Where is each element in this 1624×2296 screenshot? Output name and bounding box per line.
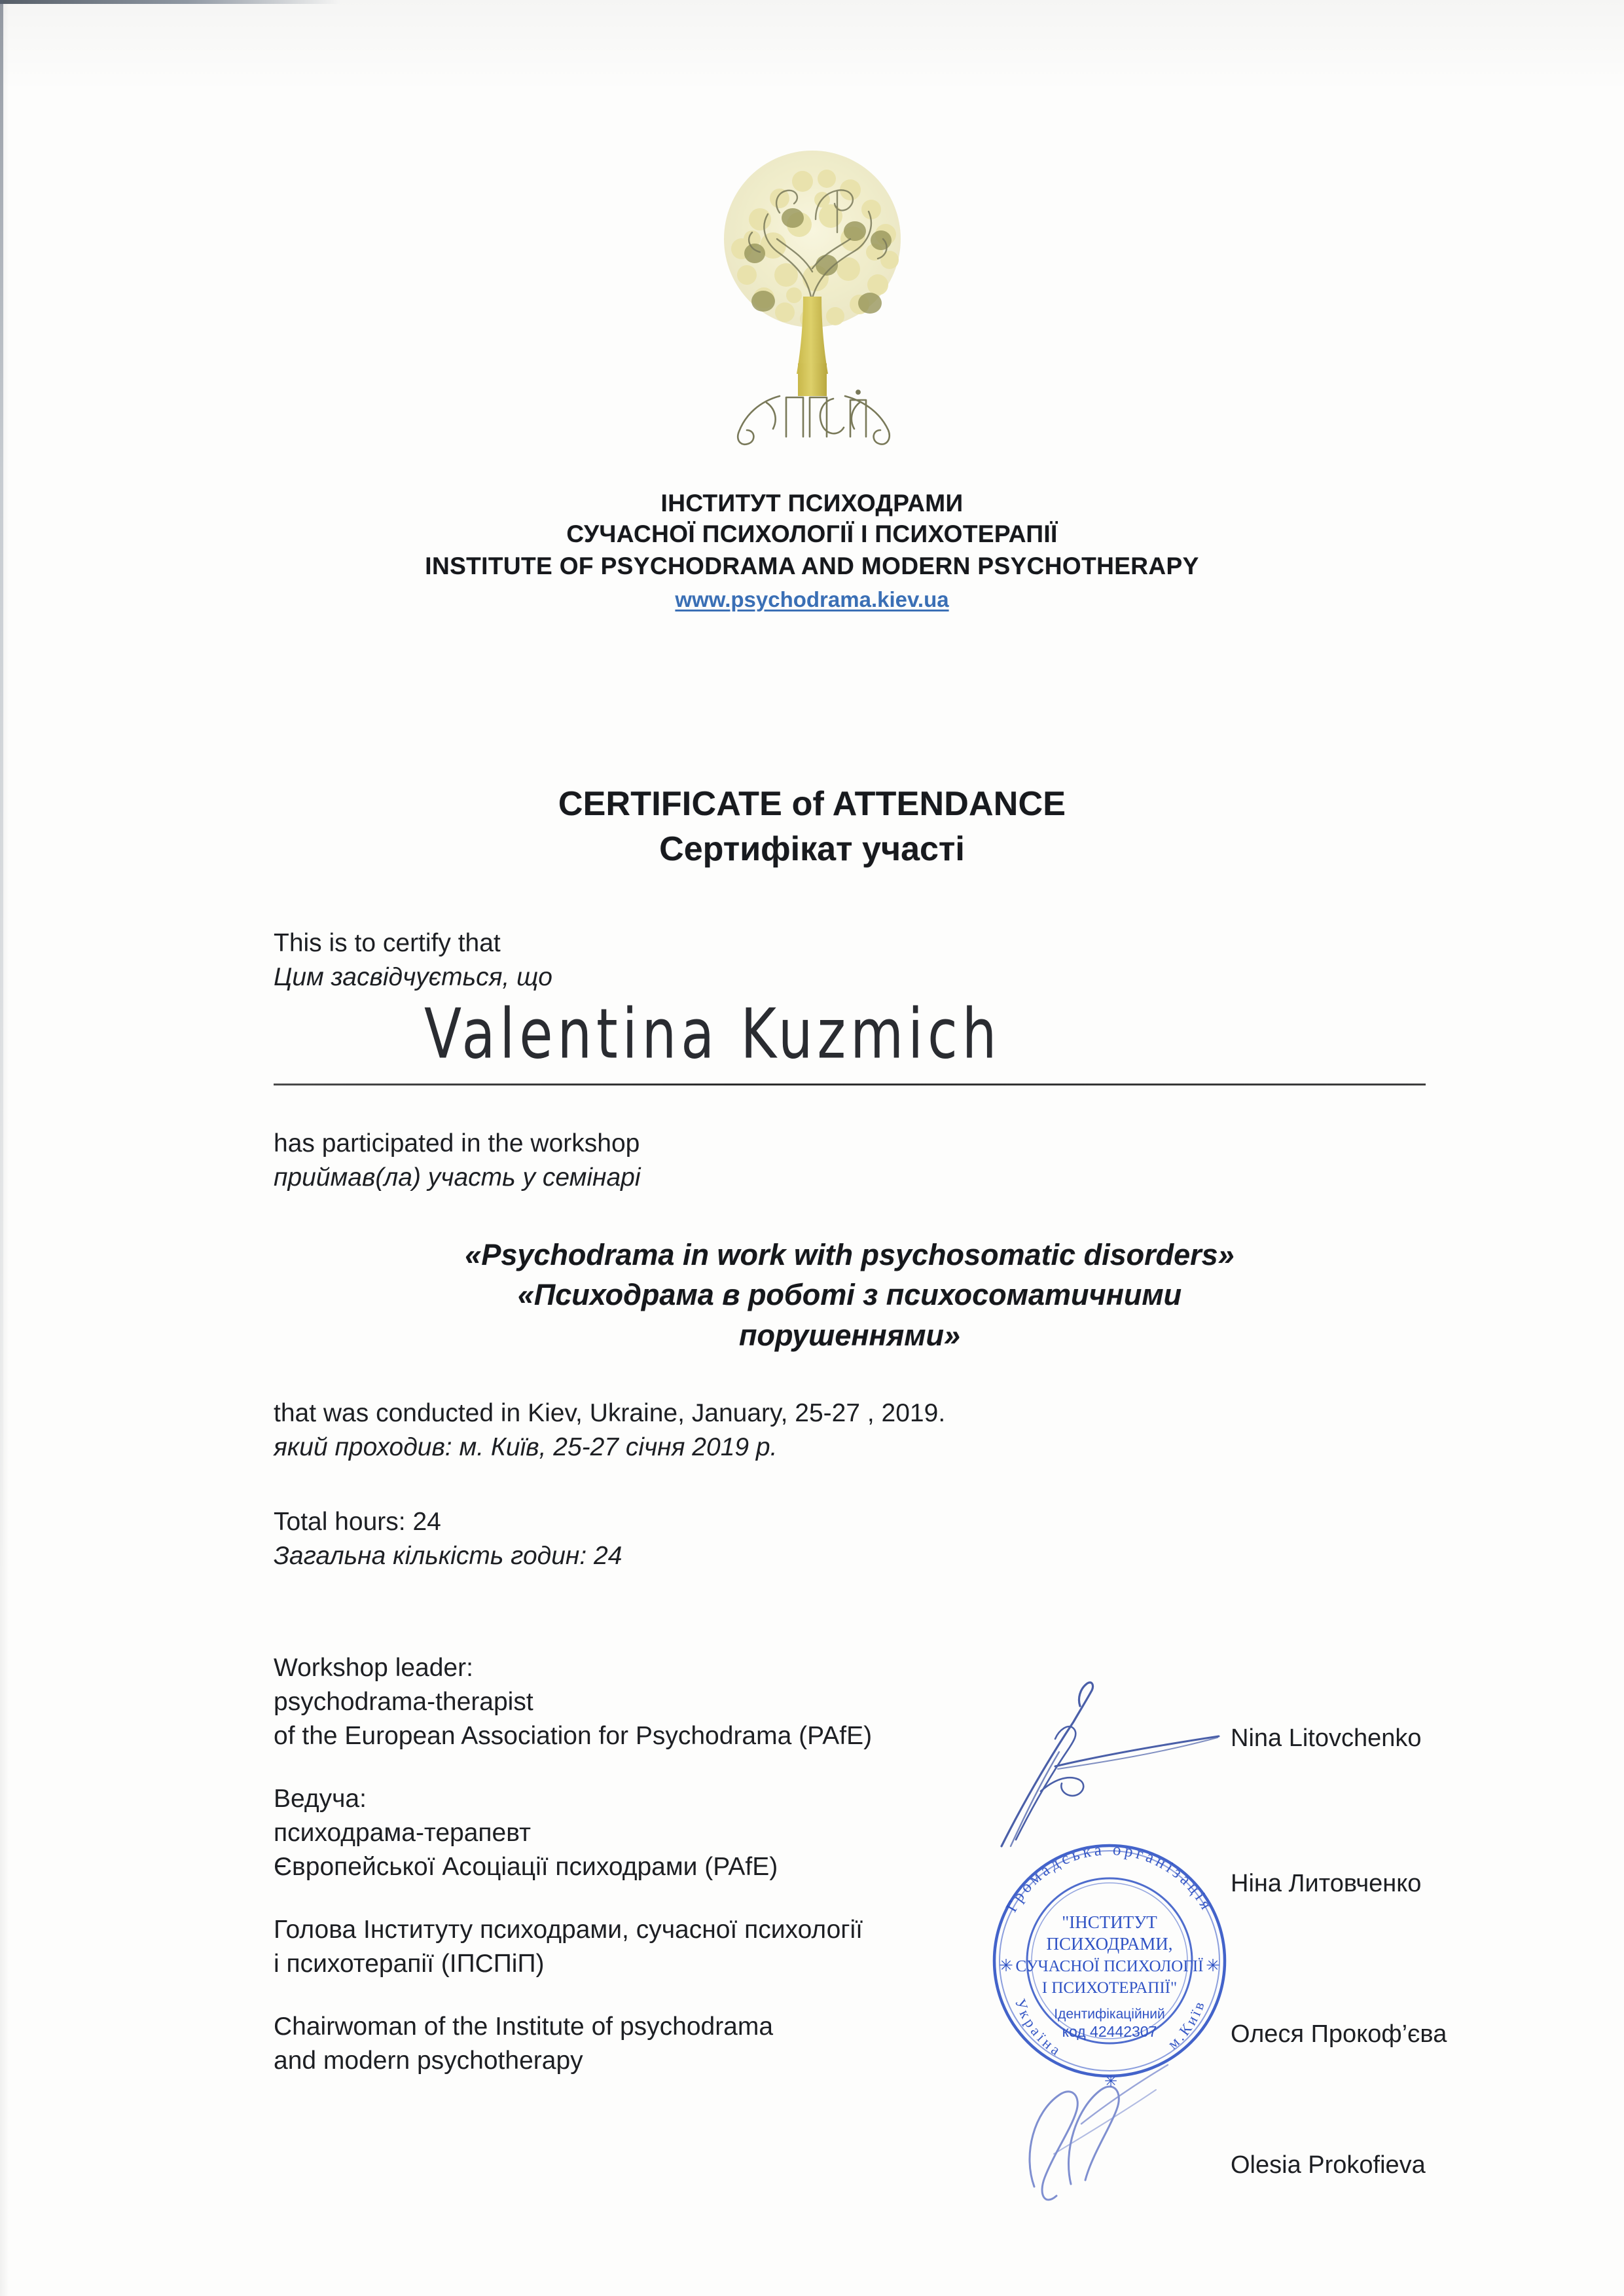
signatory-name-leader-en: Nina Litovchenko [1231, 1724, 1422, 1752]
stamp-inner-line-1: "ІНСТИТУТ [1062, 1912, 1157, 1932]
leader-en-line-2: psychodrama-therapist [274, 1688, 533, 1716]
chair-ua-line-1: Голова Інституту психодрами, сучасної психології [274, 1916, 863, 1944]
stamp-star-left-icon: ✳ [999, 1956, 1013, 1975]
conducted-line-en: that was conducted in Kiev, Ukraine, January, 25-27 , 2019. [274, 1399, 946, 1427]
signatory-name-chair-en: Olesia Prokofieva [1231, 2151, 1426, 2179]
stamp-inner-line-2: ПСИХОДРАМИ, [1046, 1934, 1173, 1954]
header-en-line: INSTITUTE OF PSYCHODRAMA AND MODERN PSYCHOTHERAPY [425, 553, 1199, 579]
psychodrama-tree-logo [681, 141, 943, 448]
certificate-body [274, 926, 1426, 1573]
stamp-id-code: код 42442307 [1062, 2023, 1157, 2040]
stamp-outer-bottom-left-text: Україна [1011, 1996, 1066, 2060]
stamp-star-bottom-icon: ✳ [1104, 2073, 1118, 2090]
workshop-title-ua-line-1: «Психодрама в роботі з психосоматичними [517, 1278, 1182, 1311]
workshop-title [293, 1235, 1406, 1356]
certify-line-en: This is to certify that [274, 929, 501, 957]
header-ua-line-1: ІНСТИТУТ ПСИХОДРАМИ [660, 490, 964, 517]
official-round-stamp [965, 1817, 1254, 2105]
stamp-star-right-icon: ✳ [1206, 1956, 1220, 1975]
leader-ua-line-3: Європейської Асоціації психодрами (PAfE) [274, 1853, 778, 1881]
website-link[interactable]: www.psychodrama.kiev.ua [675, 587, 949, 611]
title-ukrainian: Сертифікат участі [659, 830, 965, 868]
name-underline-rule [274, 1084, 1426, 1085]
participant-name-row [274, 994, 1426, 1098]
certify-line-ua: Цим засвідчується, що [274, 963, 552, 991]
svg-text:м.Київ [1164, 1997, 1208, 2052]
stamp-id-label: Ідентифікаційний [1054, 2007, 1165, 2022]
chair-en-line-1: Chairwoman of the Institute of psychodrama [274, 2013, 774, 2041]
chair-en-line-2: and modern psychotherapy [274, 2047, 583, 2075]
logo-container [0, 141, 1624, 448]
participated-line-ua: приймав(ла) участь у семінарі [274, 1163, 641, 1192]
leader-en-line-3: of the European Association for Psychodrama (PAfE) [274, 1722, 873, 1750]
stamp-inner-line-3: СУЧАСНОЇ ПСИХОЛОГІЇ [1015, 1958, 1204, 1975]
leader-ua-line-2: психодрама-терапевт [274, 1819, 531, 1847]
total-hours-ua: Загальна кількість годин: 24 [274, 1542, 623, 1570]
conducted-line-ua: який проходив: м. Київ, 25-27 січня 2019 р. [274, 1433, 778, 1461]
workshop-title-ua-line-2: порушеннями» [738, 1319, 961, 1352]
chair-ua-line-2: і психотерапії (ІПСПіП) [274, 1950, 545, 1978]
scan-edge-top [0, 0, 340, 4]
leader-ua-line-1: Ведуча: [274, 1785, 367, 1813]
header-ua-line-2: СУЧАСНОЇ ПСИХОЛОГІЇ І ПСИХОТЕРАПІЇ [566, 520, 1058, 547]
stamp-outer-bottom-right-text: м.Київ [1164, 1997, 1209, 2052]
participant-name: Valentina Kuzmich [424, 994, 1001, 1074]
leader-en-line-1: Workshop leader: [274, 1654, 473, 1682]
signatory-name-leader-ua: Ніна Литовченко [1231, 1870, 1422, 1897]
leader-en-block [274, 1651, 1092, 1753]
institute-header [0, 488, 1624, 616]
stamp-outer-top-text: Громадська організація [1002, 1840, 1217, 1916]
total-hours-en: Total hours: 24 [274, 1508, 441, 1536]
signatory-name-chair-ua: Олеся Прокоф’єва [1231, 2020, 1447, 2048]
workshop-title-en: «Psychodrama in work with psychosomatic disorders» [465, 1238, 1235, 1271]
stamp-inner-line-4: І ПСИХОТЕРАПІЇ" [1041, 1979, 1178, 1997]
participated-line-en: has participated in the workshop [274, 1129, 640, 1157]
title-english: CERTIFICATE of ATTENDANCE [558, 785, 1066, 823]
certificate-title [0, 782, 1624, 873]
